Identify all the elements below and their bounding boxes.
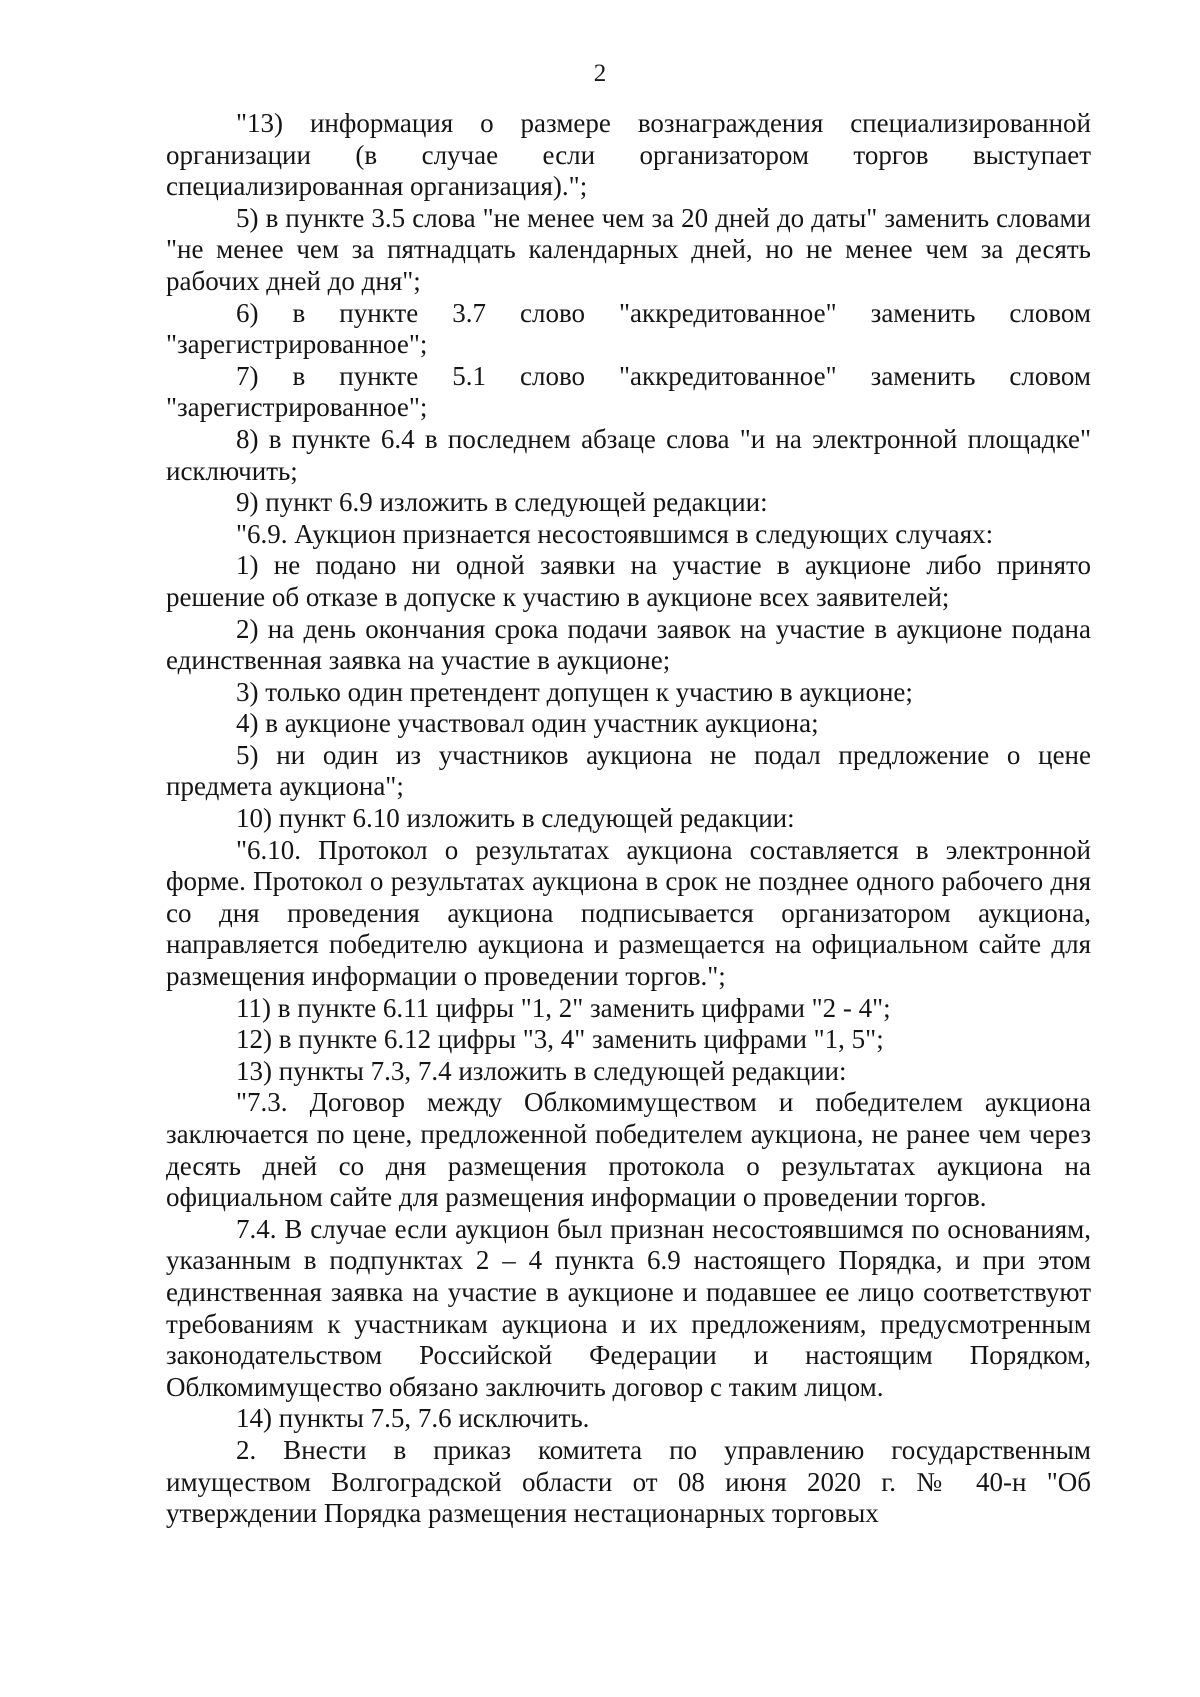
paragraph-clause-7-3: "7.3. Договор между Облкомимуществом и победителем аукциона заключается по цене, предложенной победителем аукциона, не ранее чем через десять дней со дня размещения протокола о результатах аукциона на официальном сайте для размещения информации о проведении торгов.	[166, 1087, 1091, 1213]
paragraph-point-12: 12) в пункте 6.12 цифры "3, 4" заменить цифрами "1, 5";	[236, 1024, 884, 1055]
paragraph-point-8: 8) в пункте 6.4 в последнем абзаце слова "и на электронной площадке" исключить;	[166, 423, 1091, 486]
paragraph-point-9: 9) пункт 6.9 изложить в следующей редакции:	[236, 487, 768, 518]
paragraph-clause-6-9: "6.9. Аукцион признается несостоявшимся в следующих случаях:	[236, 518, 994, 549]
paragraph-clause-6-9-sub-4: 4) в аукционе участвовал один участник аукциона;	[236, 708, 819, 739]
paragraph-clause-7-4: 7.4. В случае если аукцион был признан несостоявшимся по основаниям, указанным в подпунктах 2 – 4 пункта 6.9 настоящего Порядка, и при этом единственная заявка на участие в аукционе и подавшее ее лицо соответствуют требованиям к участникам аукциона и их предложениям, предусмотренным законодательством Российской Федерации и настоящим Порядком, Облкомимущество обязано заключить договор с таким лицом.	[166, 1213, 1091, 1402]
paragraph-clause-6-9-sub-3: 3) только один претендент допущен к участию в аукционе;	[236, 676, 913, 707]
paragraph-clause-6-9-sub-1: 1) не подано ни одной заявки на участие в аукционе либо принято решение об отказе в допуске к участию в аукционе всех заявителей;	[166, 550, 1091, 612]
paragraph-point-14: 14) пункты 7.5, 7.6 исключить.	[236, 1403, 590, 1434]
paragraph-clause-6-9-sub-2: 2) на день окончания срока подачи заявок на участие в аукционе подана единственная заявка на участие в аукционе;	[166, 613, 1091, 676]
paragraph-point-7: 7) в пункте 5.1 слово "аккредитованное" заменить словом "зарегистрированное";	[166, 360, 1091, 423]
page-number: 2	[593, 60, 607, 87]
paragraph-clause-6-10: "6.10. Протокол о результатах аукциона составляется в электронной форме. Протокол о результатах аукциона в срок не позднее одного рабочего дня со дня проведения аукциона подписывается организатором аукциона, направляется победителю аукциона и размещается на официальном сайте для размещения информации о проведении торгов.";	[166, 834, 1091, 992]
paragraph-point-6: 6) в пункте 3.7 слово "аккредитованное" заменить словом "зарегистрированное";	[166, 297, 1091, 360]
paragraph-point-13: 13) пункты 7.3, 7.4 изложить в следующей редакции:	[236, 1055, 847, 1086]
paragraph-point-11: 11) в пункте 6.11 цифры "1, 2" заменить цифрами "2 - 4";	[236, 992, 891, 1023]
document-body	[166, 108, 1091, 1530]
paragraph-item-13-text: "13) информация о размере вознаграждения специализированной организации (в случае если организатором торгов выступает специализированная организация).";	[166, 108, 1091, 202]
paragraph-point-5: 5) в пункте 3.5 слова "не менее чем за 20 дней до даты" заменить словами "не менее чем за пятнадцать календарных дней, но не менее чем за десять рабочих дней до дня";	[166, 202, 1091, 296]
paragraph-section-2: 2. Внести в приказ комитета по управлению государственным имуществом Волгоградской области от 08 июня 2020 г. № 40-н "Об утверждении Порядка размещения нестационарных торговых	[166, 1434, 1091, 1529]
paragraph-point-10: 10) пункт 6.10 изложить в следующей редакции:	[236, 803, 795, 834]
paragraph-clause-6-9-sub-5: 5) ни один из участников аукциона не подал предложение о цене предмета аукциона";	[166, 739, 1091, 802]
